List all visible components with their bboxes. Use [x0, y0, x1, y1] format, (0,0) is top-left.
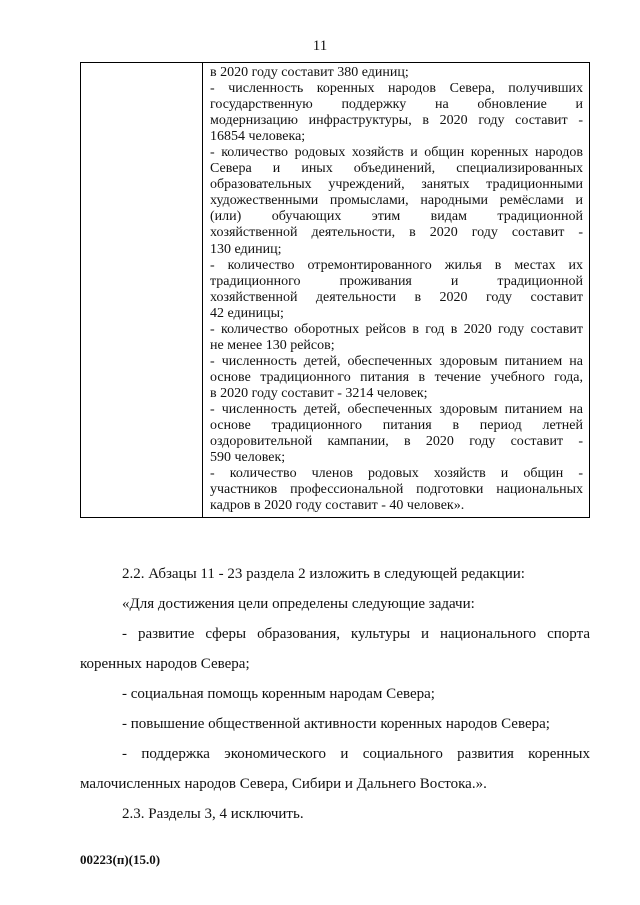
paragraph-task-4-line-2: малочисленных народов Севера, Сибири и Дальнего Востока.». — [80, 776, 487, 792]
table-text-line: - количество родовых хозяйств и общин коренных народов — [210, 145, 583, 161]
page-number: 11 — [312, 38, 328, 54]
table-text-line: 42 единицы; — [210, 305, 284, 321]
indicators-text — [210, 65, 583, 514]
table-text-line: в 2020 году составит - 3214 человек; — [210, 385, 428, 401]
table-text-line: - количество членов родовых хозяйств и общин - — [210, 466, 583, 482]
paragraph-2-2: 2.2. Абзацы 11 - 23 раздела 2 изложить в следующей редакции: — [122, 566, 525, 582]
table-text-line: - численность детей, обеспеченных здоровым питанием на — [210, 401, 583, 417]
paragraph-task-1-line-1: - развитие сферы образования, культуры и национального спорта — [122, 626, 590, 642]
table-text-line: модернизацию инфраструктуры, в 2020 году составит - — [210, 113, 583, 129]
table-text-line: - количество оборотных рейсов в год в 2020 году составит — [210, 321, 583, 337]
table-text-line: основе традиционного питания в течение учебного года, — [210, 369, 583, 385]
table-text-line: государственную поддержку на обновление и — [210, 97, 583, 113]
document-code: 00223(п)(15.0) — [80, 852, 161, 867]
table-text-line: (или) обучающих этим видам традиционной — [210, 209, 583, 225]
amendments-text — [80, 559, 590, 829]
table-text-line: Севера и иных объединений, специализированных — [210, 161, 583, 177]
table-text-line: основе традиционного питания в период летней — [210, 418, 583, 434]
table-text-line: хозяйственной деятельности, в 2020 году составит - — [210, 225, 583, 241]
paragraph-task-2: - социальная помощь коренным народам Севера; — [122, 686, 435, 702]
paragraph-task-4-line-1: - поддержка экономического и социального развития коренных — [122, 746, 590, 762]
table-text-line: хозяйственной деятельности в 2020 году составит — [210, 289, 583, 305]
table-cell-indicators — [203, 63, 590, 518]
table-text-line: оздоровительной кампании, в 2020 году составит - — [210, 434, 583, 450]
table-cell-empty — [81, 63, 203, 518]
table-row — [81, 63, 590, 518]
indicators-table — [80, 62, 590, 518]
paragraph-2-3: 2.3. Разделы 3, 4 исключить. — [122, 806, 304, 822]
table-text-line: 130 единиц; — [210, 241, 282, 257]
table-text-line: 590 человек; — [210, 450, 286, 466]
paragraph-task-1-line-2: коренных народов Севера; — [80, 656, 250, 672]
table-text-line: в 2020 году составит 380 единиц; — [210, 65, 409, 80]
table-text-line: - численность детей, обеспеченных здоровым питанием на — [210, 353, 583, 369]
paragraph-tasks-intro: «Для достижения цели определены следующие задачи: — [122, 596, 475, 612]
table-text-line: традиционного проживания и традиционной — [210, 273, 583, 289]
table-text-line: участников профессиональной подготовки национальных — [210, 482, 583, 498]
table-text-line: кадров в 2020 году составит - 40 человек». — [210, 498, 465, 514]
table-text-line: 16854 человека; — [210, 129, 306, 145]
table-text-line: - численность коренных народов Севера, получивших — [210, 81, 583, 97]
table-text-line: - количество отремонтированного жилья в местах их — [210, 257, 583, 273]
table-text-line: образовательных учреждений, занятых традиционными — [210, 177, 583, 193]
paragraph-task-3: - повышение общественной активности коренных народов Севера; — [122, 716, 550, 732]
table-text-line: художественными промыслами, народными ремёслами и — [210, 193, 583, 209]
table-text-line: не менее 130 рейсов; — [210, 337, 335, 353]
